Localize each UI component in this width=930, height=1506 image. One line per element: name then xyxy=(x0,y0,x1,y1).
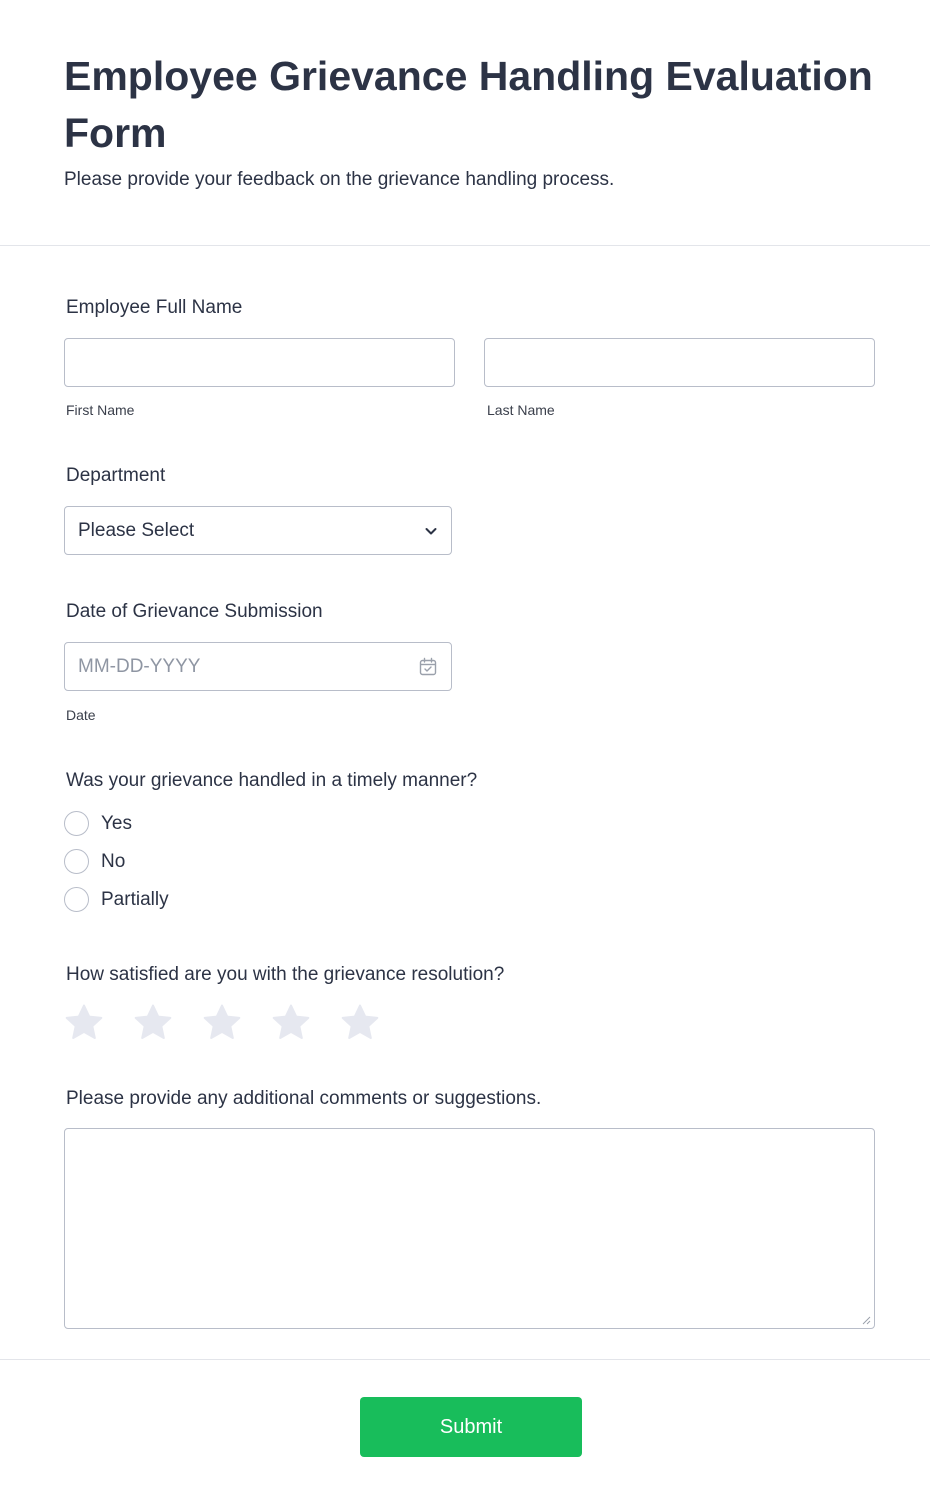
department-label: Department xyxy=(66,465,166,486)
date-sublabel: Date xyxy=(66,707,96,723)
form-subtitle: Please provide your feedback on the grievance handling process. xyxy=(64,169,615,190)
star-icon[interactable] xyxy=(271,1003,311,1043)
calendar-icon[interactable] xyxy=(418,657,438,677)
comments-textarea[interactable] xyxy=(64,1128,875,1329)
submit-button[interactable]: Submit xyxy=(360,1397,582,1457)
star-icon[interactable] xyxy=(202,1003,242,1043)
first-name-sublabel: First Name xyxy=(66,402,135,418)
last-name-sublabel: Last Name xyxy=(487,402,555,418)
chevron-down-icon xyxy=(423,523,439,539)
radio-label: No xyxy=(101,851,126,872)
department-select[interactable] xyxy=(64,506,452,555)
comments-label: Please provide any additional comments or suggestions. xyxy=(66,1088,542,1109)
last-name-input[interactable] xyxy=(484,338,875,387)
full-name-label: Employee Full Name xyxy=(66,297,243,318)
department-selected-value: Please Select xyxy=(78,520,195,541)
radio-button[interactable] xyxy=(64,811,89,836)
form-title: Employee Grievance Handling Evaluation Form xyxy=(64,53,873,156)
form-header xyxy=(0,0,930,246)
radio-label: Yes xyxy=(101,813,132,834)
resize-handle-icon[interactable] xyxy=(861,1315,871,1325)
satisfaction-label: How satisfied are you with the grievance resolution? xyxy=(66,964,505,985)
date-input[interactable] xyxy=(64,642,452,691)
radio-button[interactable] xyxy=(64,887,89,912)
radio-button[interactable] xyxy=(64,849,89,874)
footer-divider xyxy=(0,1359,930,1360)
star-icon[interactable] xyxy=(133,1003,173,1043)
date-label: Date of Grievance Submission xyxy=(66,601,323,622)
radio-label: Partially xyxy=(101,889,169,910)
first-name-input[interactable] xyxy=(64,338,455,387)
star-icon[interactable] xyxy=(340,1003,380,1043)
date-placeholder: MM-DD-YYYY xyxy=(78,656,201,677)
star-icon[interactable] xyxy=(64,1003,104,1043)
timely-question-label: Was your grievance handled in a timely manner? xyxy=(66,770,478,791)
